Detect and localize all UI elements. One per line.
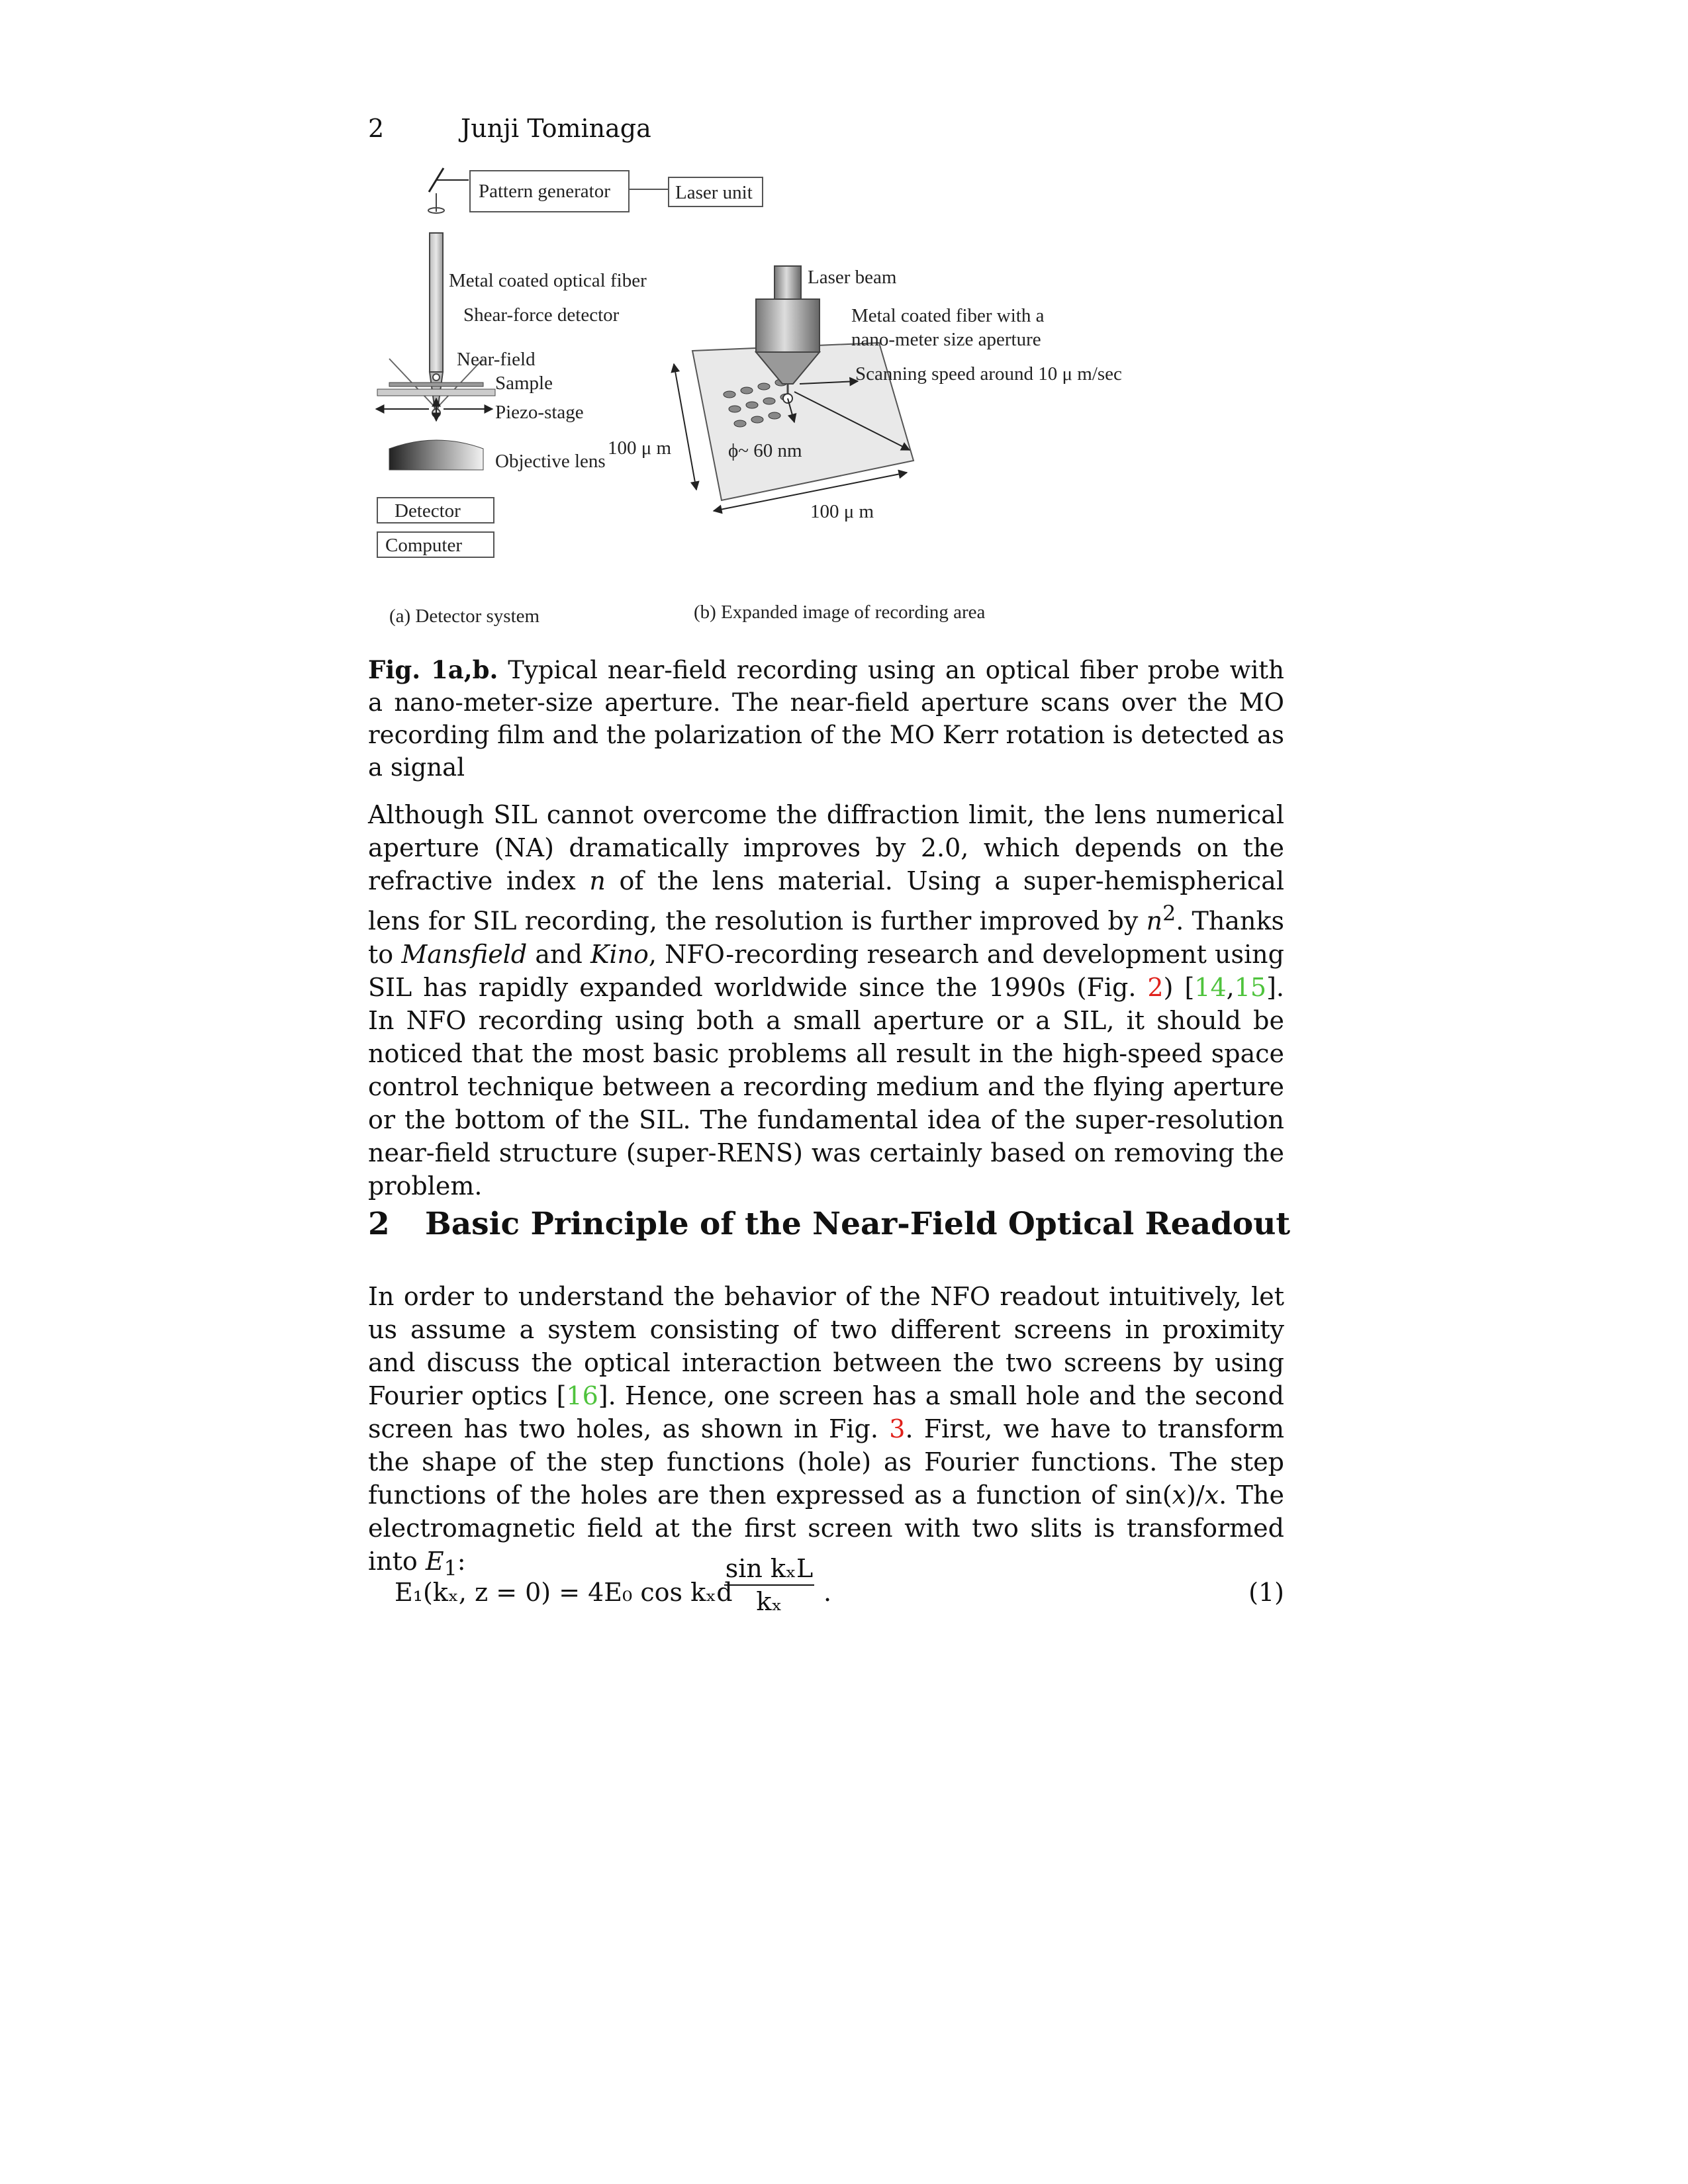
fiber-probe-body [756,299,820,352]
figure-2-link[interactable]: 2 [1147,972,1164,1002]
fiber-aperture-label-1: Metal coated fiber with a [851,305,1045,326]
objective-lens-shape [389,440,483,470]
equation-lhs: E₁(kₓ, z = 0) = 4E₀ cos kₓd [395,1578,733,1607]
sample-plate [377,389,495,396]
figure-1 [363,159,1289,635]
caption-text: Typical near-field recording using an optical fiber probe with a nano-meter-size aperture. The near-field aperture scans over the MO recording film and the polarization of the MO Kerr rotation is detected as a signal [368,656,1284,782]
text-run: ]. In NFO recording using both a small aperture or a SIL, it should be noticed that the most basic problems all result in the high-speed space control technique between a recording medium and the flying aperture or the bottom of the SIL. The fundamental idea of the super-resolution near-field structure (super-RENS) was certainly based on removing the problem. [368,972,1284,1201]
section-title: Basic Principle of the Near-Field Optical Readout [425,1206,1291,1242]
paragraph-sil [368,798,1284,1203]
shear-force-label: Shear-force detector [463,304,620,326]
math-x: x [1204,1480,1219,1510]
text-run: . The electromagnetic field at the first screen with two slits is transformed into [368,1480,1284,1576]
math-e: E [425,1547,444,1576]
laser-beam-tube [774,266,801,299]
detector-label: Detector [395,500,461,522]
math-subscript: 1 [444,1557,457,1581]
dimension-label-left: 100 μ m [608,437,672,459]
fraction-numerator: sin kₓL [724,1554,814,1586]
equation-fraction [724,1554,814,1616]
figure-3-link[interactable]: 3 [889,1414,906,1443]
computer-label: Computer [385,535,462,556]
author-kino: Kino [590,939,649,969]
caption-label: Fig. 1a,b. [368,655,498,684]
subcaption-a: (a) Detector system [389,606,540,627]
metal-fiber-label: Metal coated optical fiber [449,270,647,291]
sample-label: Sample [495,373,553,394]
text-run: ]. Hence, one screen has a small hole and the second screen has two holes, as shown in Fig. [368,1381,1284,1443]
text-run: )/ [1186,1480,1205,1510]
math-superscript: 2 [1162,902,1176,926]
page-number: 2 [368,114,385,143]
citation-14-link[interactable]: 14 [1194,972,1227,1002]
figure-caption [368,654,1284,784]
text-run: ) [ [1163,972,1195,1002]
dimension-arrow-left [674,364,696,490]
paragraph-fourier [368,1280,1284,1586]
section-number: 2 [368,1206,390,1242]
scanning-speed-label: Scanning speed around 10 μ m/sec [855,363,1122,385]
section-heading [368,1206,1290,1242]
math-x: x [1172,1480,1187,1510]
subcaption-b: (b) Expanded image of recording area [694,602,986,623]
text-run: and [527,939,590,969]
laser-unit-label: Laser unit [675,182,753,203]
laser-beam-label: Laser beam [808,267,897,288]
running-head-author: Junji Tominaga [461,114,651,143]
math-n: n [589,866,606,895]
author-mansfield: Mansfield [401,939,528,969]
recording-area-diagram [608,266,1122,623]
text-run: Although SIL cannot overcome the diffraction limit, the lens numerical aperture (NA) dramatically improves by 2.0, which depends on the refractive index [368,800,1284,895]
citation-16-link[interactable]: 16 [566,1381,598,1410]
mark-size-label: ϕ~ 60 nm [728,440,802,461]
objective-lens-label: Objective lens [495,451,606,472]
pattern-generator-label: Pattern generator [479,181,610,202]
near-field-label: Near-field [457,349,536,370]
dimension-label-bottom: 100 μ m [810,501,874,522]
optical-fiber [430,233,443,372]
text-run: . First, we have to transform the shape of the step functions (hole) as Fourier functions. The step functions of the holes are then expressed as a function of sin( [368,1414,1285,1510]
piezo-stage-label: Piezo-stage [495,402,584,423]
fraction-denominator: kₓ [756,1587,782,1616]
equation-1 [395,1554,1284,1627]
text-run: , NFO-recording research and development using SIL has rapidly expanded worldwide since the 1990s (Fig. [368,939,1284,1002]
citation-15-link[interactable]: 15 [1234,972,1267,1002]
math-n: n [1146,906,1163,936]
fiber-aperture-label-2: nano-meter size aperture [851,329,1041,350]
text-run: In order to understand the behavior of the NFO readout intuitively, let us assume a system consisting of two different screens in proximity and discuss the optical interaction between the two screens by using Fourier optics [ [368,1282,1284,1410]
text-run: , [1226,972,1235,1002]
equation-period: . [823,1578,832,1607]
text-run: . Thanks to [368,906,1284,969]
text-run: of the lens material. Using a super-hemispherical lens for SIL recording, the resolution is further improved by [368,866,1284,936]
text-run: : [457,1547,466,1576]
equation-number: (1) [1248,1578,1284,1607]
